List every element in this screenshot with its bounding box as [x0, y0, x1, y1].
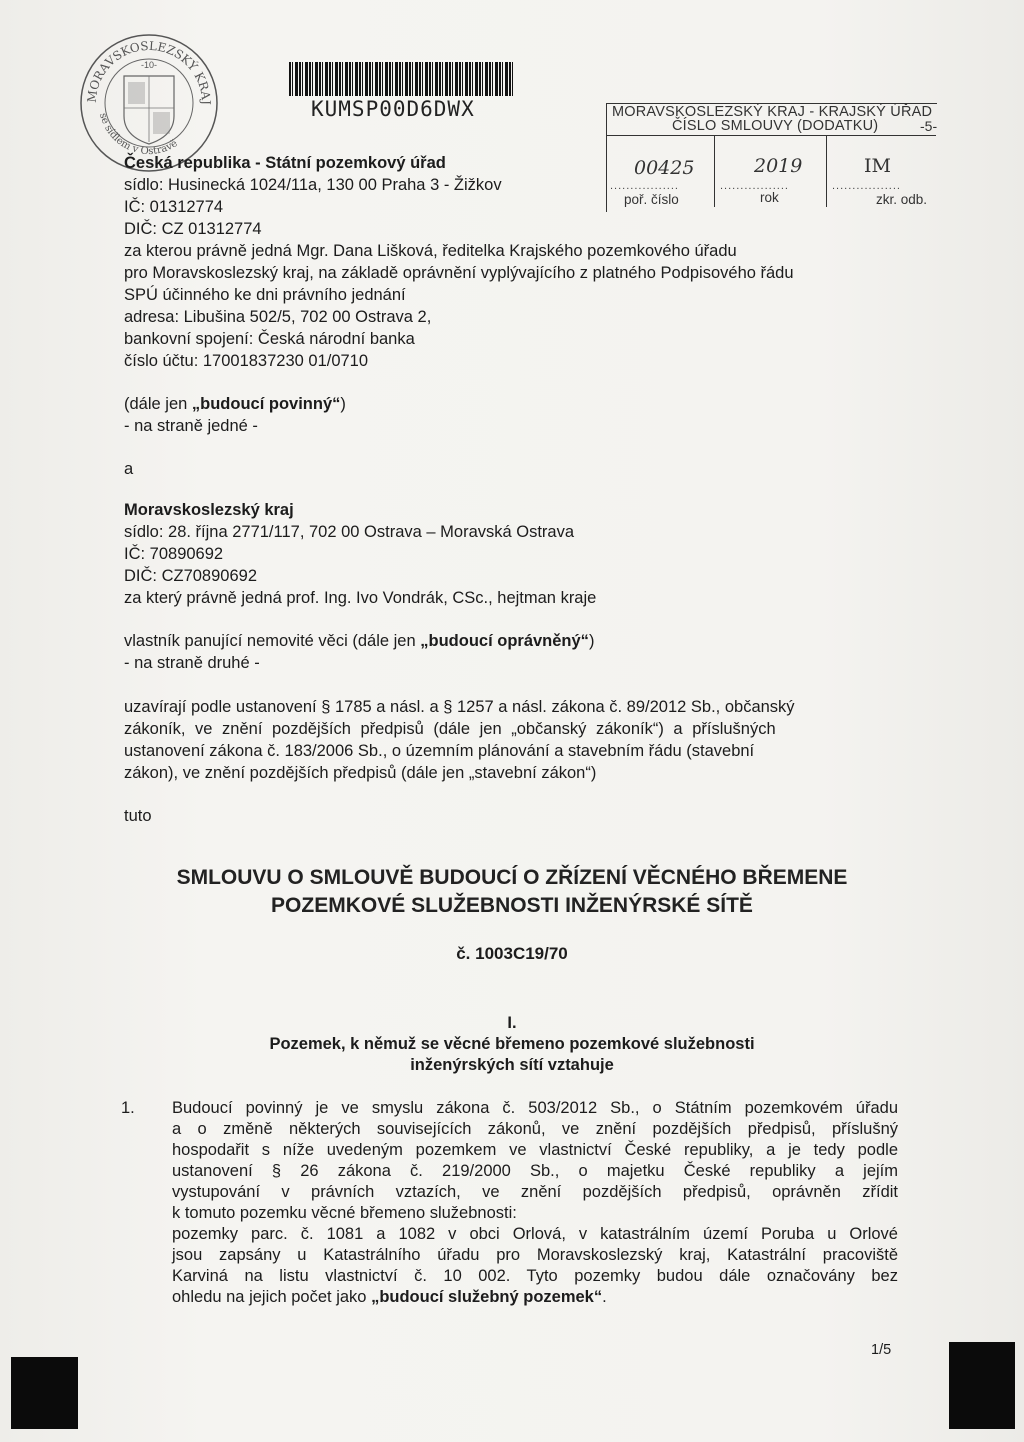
registry-number-label: poř. číslo	[624, 192, 679, 207]
party1-bank: bankovní spojení: Česká národní banka	[124, 330, 415, 348]
section-heading-cont: inženýrských sítí vztahuje	[410, 1056, 614, 1074]
party1-address: sídlo: Husinecká 1024/11a, 130 00 Praha 3 - Žižkov	[124, 176, 502, 194]
registry-number-value: 00425	[634, 157, 695, 179]
section-number: I.	[507, 1014, 517, 1032]
contract-title-cont: POZEMKOVÉ SLUŽEBNOSTI INŽENÝRSKÉ SÍTĚ	[271, 894, 753, 917]
party2-dic: DIČ: CZ70890692	[124, 567, 257, 585]
paragraph-line: pozemky parc. č. 1081 a 1082 v obci Orlová, v katastrálním území Poruba u Orlové	[172, 1225, 898, 1243]
contract-title: SMLOUVU O SMLOUVĚ BUDOUCÍ O ZŘÍZENÍ VĚCNÉHO BŘEMENE	[176, 866, 848, 889]
party1-role-name: „budoucí povinný“	[191, 395, 341, 413]
party2-ico: IČ: 70890692	[124, 545, 224, 563]
paragraph-line: k tomuto pozemku věcné břemeno služebnosti:	[172, 1204, 517, 1222]
seal-number: -10-	[140, 60, 158, 70]
preamble-line: uzavírají podle ustanovení § 1785 a násl. a § 1257 a násl. zákona č. 89/2012 Sb., občanský	[124, 698, 795, 716]
party2-address: sídlo: 28. října 2771/117, 702 00 Ostrava – Moravská Ostrava	[124, 523, 575, 541]
seal-ring-text: MORAVSKOSLEZSKÝ KRAJ	[84, 38, 214, 105]
party1-authorization-cont: SPÚ účinného ke dni právního jednání	[124, 286, 406, 304]
paragraph-line: a o změně některých souvisejících zákonů, ve znění pozdějších předpisů, příslušný	[172, 1120, 898, 1138]
paragraph-line: Karviná na listu vlastnictví č. 10 002. Tyto pozemky budou dále označovány bez	[172, 1267, 898, 1285]
party1-side: - na straně jedné -	[124, 417, 258, 435]
party1-representative: za kterou právně jedná Mgr. Dana Lišková, ředitelka Krajského pozemkového úřadu	[124, 242, 737, 260]
party1-authorization: pro Moravskoslezský kraj, na základě oprávnění vyplývajícího z platného Podpisového řádu	[124, 264, 794, 282]
party1-office-address: adresa: Libušina 502/5, 702 00 Ostrava 2,	[124, 308, 432, 326]
registry-dots: .................	[610, 180, 679, 192]
registry-dots: .................	[720, 180, 789, 192]
item-number: 1.	[121, 1099, 135, 1117]
paragraph-line: hospodařit s níže uvedeným pozemkem ve vlastnictví České republiky, a je tedy podle	[172, 1141, 898, 1159]
section1-paragraph	[172, 1098, 898, 1308]
party1-name: Česká republika - Státní pozemkový úřad	[124, 154, 446, 172]
paragraph-line: Budoucí povinný je ve smyslu zákona č. 503/2012 Sb., o Státním pozemkovém úřadu	[172, 1099, 898, 1117]
preamble-line: ustanovení zákona č. 183/2006 Sb., o územním plánování a stavebním řádu (stavební	[124, 742, 755, 760]
paragraph-line: ustanovení § 26 zákona č. 219/2000 Sb., o majetku České republiky a jejím	[172, 1162, 898, 1180]
party1-role-post: )	[340, 395, 346, 413]
paragraph-text: .	[602, 1288, 607, 1306]
paragraph-text: ohledu na jejich počet jako	[172, 1288, 372, 1306]
registry-column-divider	[826, 135, 827, 207]
defined-term: „budoucí služebný pozemek“	[371, 1288, 603, 1306]
registry-column-divider	[714, 135, 715, 207]
party2-role	[124, 631, 594, 652]
scan-marker-left	[11, 1357, 78, 1429]
registry-divider	[606, 135, 936, 136]
registry-contract-label: ČÍSLO SMLOUVY (DODATKU)	[672, 118, 879, 134]
paragraph-line: jsou zapsány u Katastrálního úřadu pro Moravskoslezský kraj, Katastrální pracoviště	[172, 1246, 898, 1264]
party1-role-pre: (dále jen	[124, 395, 192, 413]
and-conjunction: a	[124, 460, 134, 478]
party2-name: Moravskoslezský kraj	[124, 501, 294, 519]
barcode	[289, 62, 513, 96]
registry-dept-label: zkr. odb.	[876, 192, 928, 207]
party2-role-post: )	[588, 632, 595, 650]
page-number: 1/5	[871, 1342, 892, 1358]
registry-year-value: 2019	[754, 155, 803, 177]
contract-number: č. 1003C19/70	[456, 944, 568, 963]
paragraph-line	[172, 1287, 898, 1308]
party1-role	[124, 394, 346, 415]
scan-marker-right	[949, 1342, 1015, 1429]
party2-side: - na straně druhé -	[124, 654, 260, 672]
party2-representative: za který právně jedná prof. Ing. Ivo Vondrák, CSc., hejtman kraje	[124, 589, 597, 607]
registry-authority: MORAVSKOSLEZSKÝ KRAJ - KRAJSKÝ ÚŘAD	[612, 104, 933, 120]
party1-ico: IČ: 01312774	[124, 198, 224, 216]
section-heading: Pozemek, k němuž se věcné břemeno pozemkové služebnosti	[269, 1035, 755, 1053]
registry-dots: .................	[832, 180, 901, 192]
party2-role-pre: vlastník panující nemovité věci (dále jen	[124, 632, 421, 650]
seal-ring-text-bottom: se sídlem v Ostravě	[97, 111, 180, 158]
paragraph-line: vystupování v právních vztazích, ve znění pozdějších předpisů, oprávněn zřídit	[172, 1183, 898, 1201]
party2-role-name: „budoucí oprávněný“	[420, 632, 589, 650]
registry-mark: -5-	[920, 118, 938, 134]
preamble-line: zákoník, ve znění pozdějších předpisů (dále jen „občanský zákoník“) a příslušných	[124, 720, 776, 738]
registry-dept-value: IM	[864, 155, 891, 177]
preamble-line: zákon), ve znění pozdějších předpisů (dále jen „stavební zákon“)	[124, 764, 597, 782]
party1-account: číslo účtu: 17001837230 01/0710	[124, 352, 369, 370]
preamble-tuto: tuto	[124, 807, 152, 825]
registry-year-label: rok	[760, 190, 779, 205]
barcode-code: KUMSP00D6DWX	[311, 97, 475, 121]
party1-dic: DIČ: CZ 01312774	[124, 220, 262, 238]
